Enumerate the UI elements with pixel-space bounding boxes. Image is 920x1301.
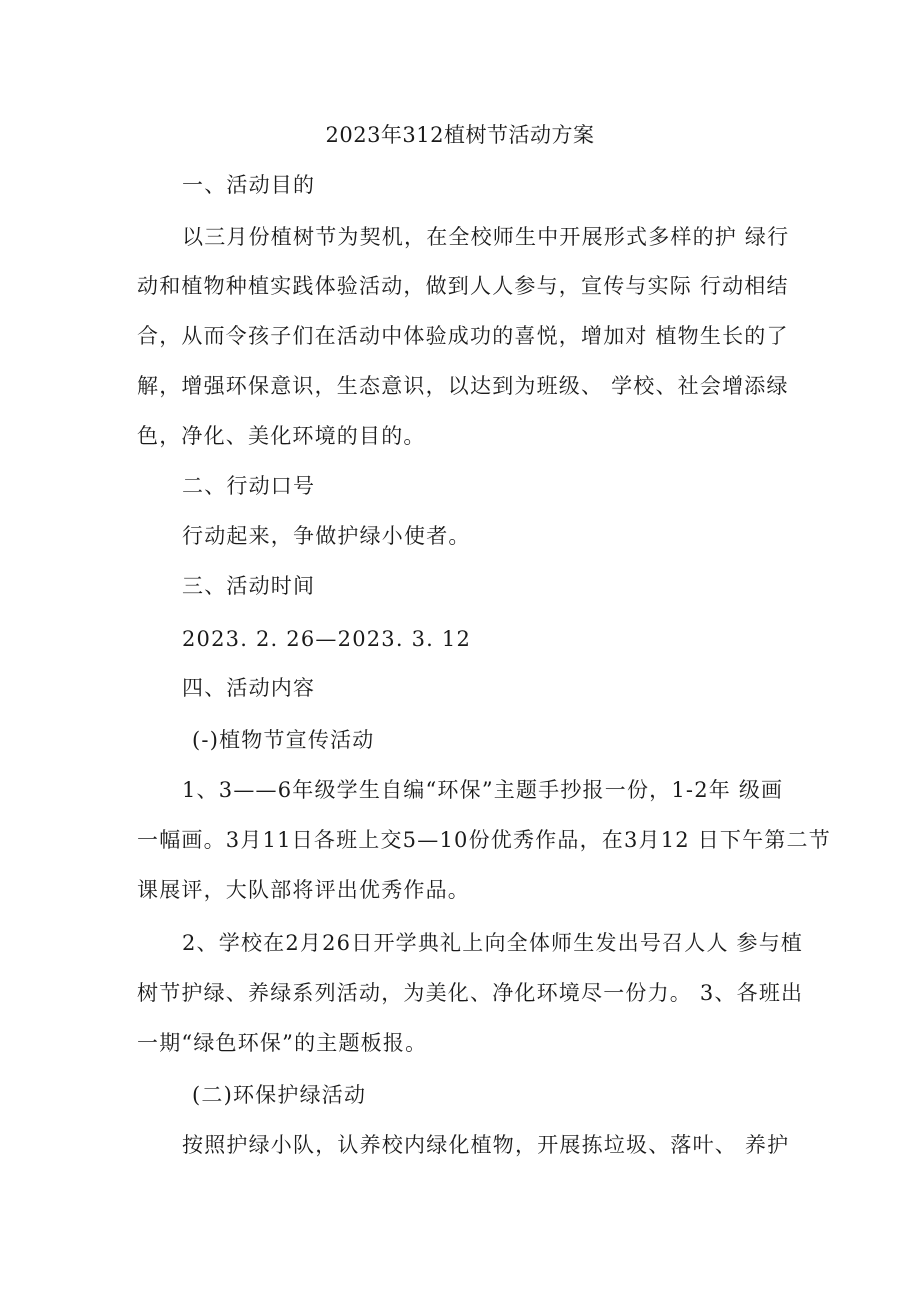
paragraph-line: 一期“绿色环保”的主题板报。 [137,1031,428,1055]
paragraph-line: 一幅画。3月11日各班上交5—10份优秀作品，在3月12 日下午第二节 [137,828,831,852]
paragraph-line: 合，从而令孩子们在活动中体验成功的喜悦，增加对 植物生长的了 [137,324,789,348]
document-title: 2023年312植树节活动方案 [325,123,595,147]
section-heading-purpose: 一、活动目的 [182,173,316,197]
paragraph-line: 按照护绿小队，认养校内绿化植物，开展拣垃圾、落叶、 养护 [182,1133,790,1157]
paragraph-line: 色，净化、美化环境的目的。 [137,424,426,448]
subsection-heading-publicity: (-)植物节宣传活动 [192,728,375,752]
subsection-heading-greening: (二)环保护绿活动 [192,1083,367,1107]
section-heading-time: 三、活动时间 [182,574,316,598]
paragraph-line: 课展评，大队部将评出优秀作品。 [137,878,470,902]
paragraph-line: 以三月份植树节为契机，在全校师生中开展形式多样的护 绿行 [182,225,790,249]
paragraph-line: 动和植物种植实践体验活动，做到人人参与，宣传与实际 行动相结 [137,274,789,298]
slogan-text: 行动起来，争做护绿小使者。 [182,524,471,548]
paragraph-line: 树节护绿、养绿系列活动，为美化、净化环境尽一份力。 3、各班出 [137,981,804,1005]
paragraph-line: 解，增强环保意识，生态意识，以达到为班级、 学校、社会增添绿 [137,374,789,398]
time-range-text: 2023. 2. 26—2023. 3. 12 [182,627,472,651]
paragraph-line: 2、学校在2月26日开学典礼上向全体师生发出号召人人 参与植 [182,931,804,955]
paragraph-line: 1、3——6年级学生自编“环保”主题手抄报一份，1-2年 级画 [182,778,784,802]
section-heading-slogan: 二、行动口号 [182,474,316,498]
section-heading-content: 四、活动内容 [182,676,316,700]
